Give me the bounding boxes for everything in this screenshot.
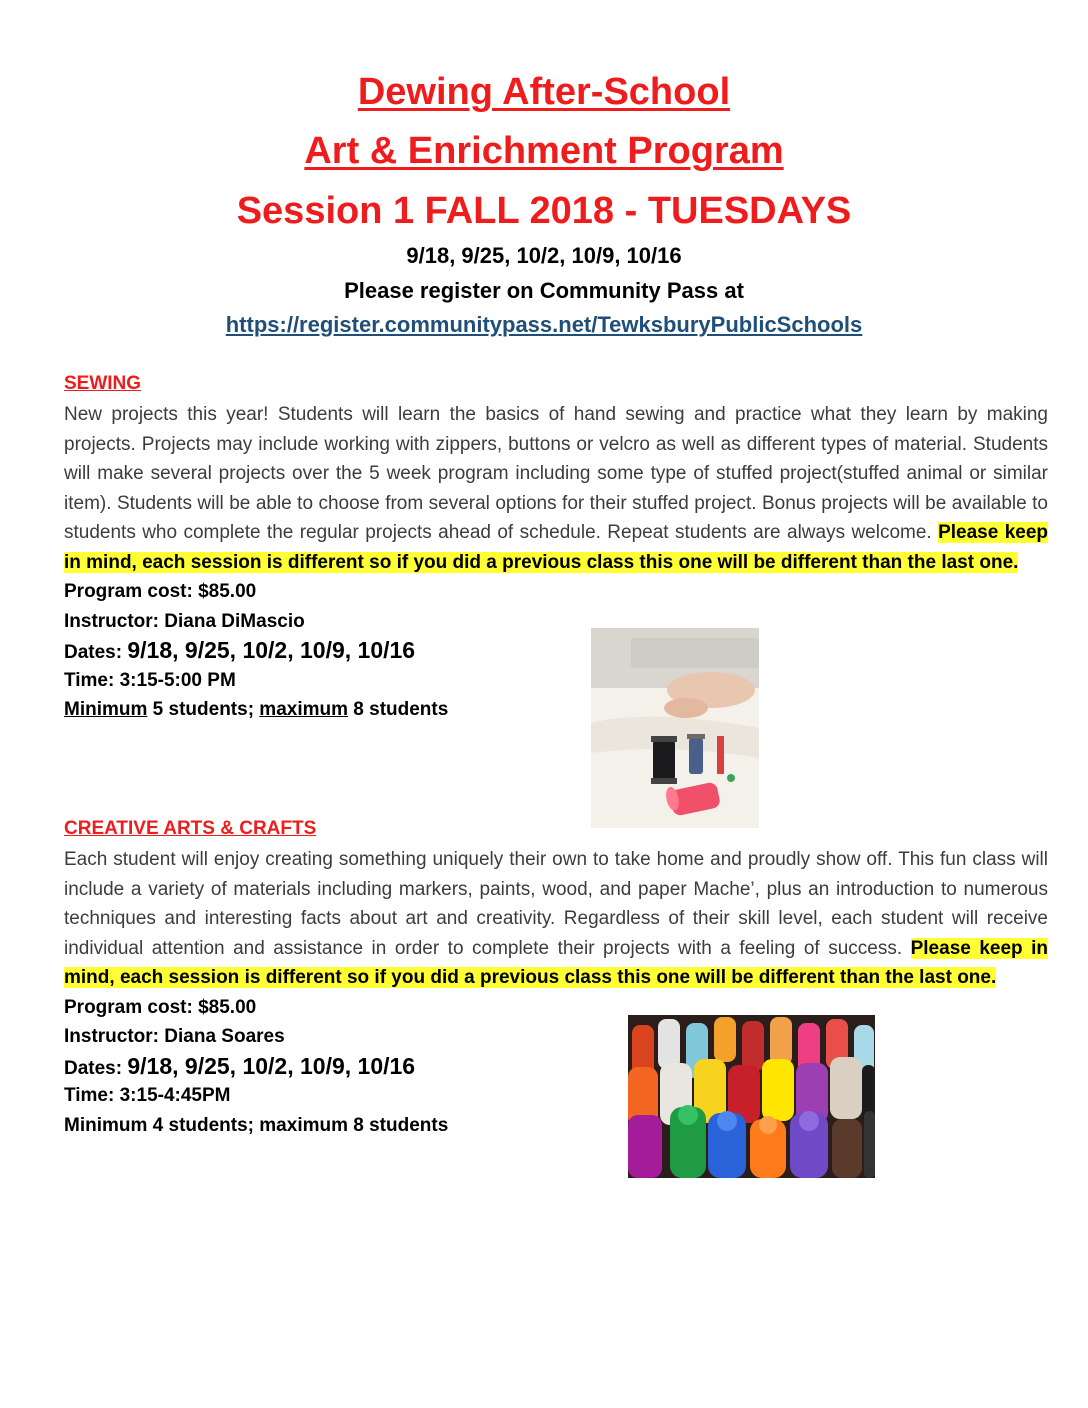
markers-photo bbox=[628, 1015, 875, 1178]
crafts-dates-label: Dates: bbox=[64, 1057, 128, 1079]
sewing-details bbox=[64, 577, 1048, 725]
crafts-details bbox=[64, 993, 1048, 1141]
sewing-photo bbox=[591, 628, 759, 828]
crafts-description bbox=[64, 845, 1048, 993]
crafts-dates-value: 9/18, 9/25, 10/2, 10/9, 10/16 bbox=[127, 1052, 416, 1079]
sewing-dates bbox=[64, 636, 1048, 666]
crafts-description-text: Each student will enjoy creating something uniquely their own to take home and proudly show off. This fun class will include a variety of materials including markers, paints, wood, and paper Mache’, plus an introduction to numerous techniques and interesting facts about art and creativity. Regardless of their skill level, each student will receive individual attention and assistance in order to complete their projects with a feeling of success. bbox=[64, 849, 1048, 959]
colorful-markers-illustration bbox=[628, 1015, 875, 1178]
sewing-instructor: Instructor: Diana DiMascio bbox=[64, 610, 305, 632]
sewing-time: Time: 3:15-5:00 PM bbox=[64, 669, 236, 691]
sewing-highlight-note: Please keep in mind, each session is different so if you did a previous class this one will be different than the last one. bbox=[64, 522, 1049, 573]
title-session: Session 1 FALL 2018 - TUESDAYS bbox=[236, 190, 852, 232]
crafts-time: Time: 3:15-4:45PM bbox=[64, 1085, 231, 1106]
session-dates: 9/18, 9/25, 10/2, 10/9, 10/16 bbox=[406, 243, 682, 268]
crafts-section bbox=[64, 817, 1048, 1140]
sewing-min-value: 5 students; bbox=[147, 699, 260, 720]
crafts-limits: Minimum 4 students; maximum 8 students bbox=[64, 1114, 449, 1136]
crafts-instructor: Instructor: Diana Soares bbox=[64, 1026, 285, 1047]
crafts-dates bbox=[64, 1052, 1048, 1082]
register-instructions: Please register on Community Pass at bbox=[344, 278, 744, 303]
crafts-highlight-note: Please keep in mind, each session is different so if you did a previous class this one will be different than the last one. bbox=[64, 937, 1049, 988]
title-school-program: Dewing After-School bbox=[357, 71, 731, 113]
sewing-description-text: New projects this year! Students will learn the basics of hand sewing and practice what they learn by making projects. Projects may include working with zippers, buttons or velcro as well as different types of material. Students will make several projects over the 5 week program including some type of stuffed project(stuffed animal or similar item). Students will be able to choose from several options for their stuffed project. Bonus projects will be available to students who complete the regular projects ahead of schedule. Repeat students are always welcome. bbox=[64, 404, 1048, 543]
sewing-dates-label: Dates: bbox=[64, 642, 128, 663]
title-program-name: Art & Enrichment Program bbox=[304, 130, 784, 172]
sewing-max-value: 8 students bbox=[348, 699, 449, 720]
crafts-cost: Program cost: $85.00 bbox=[64, 996, 257, 1018]
sewing-cost: Program cost: $85.00 bbox=[64, 581, 257, 602]
register-link[interactable]: https://register.communitypass.net/TewksburyPublicSchools bbox=[225, 312, 863, 337]
sewing-limits bbox=[64, 695, 1048, 725]
sewing-section bbox=[64, 372, 1048, 725]
sewing-heading: SEWING bbox=[64, 373, 142, 394]
sewing-thread-spools-illustration bbox=[591, 628, 759, 828]
sewing-description bbox=[64, 400, 1048, 577]
sewing-min-label: Minimum bbox=[64, 699, 148, 720]
sewing-dates-value: 9/18, 9/25, 10/2, 10/9, 10/16 bbox=[127, 637, 416, 663]
sewing-max-label: maximum bbox=[259, 699, 348, 720]
crafts-heading: CREATIVE ARTS & CRAFTS bbox=[64, 818, 317, 839]
